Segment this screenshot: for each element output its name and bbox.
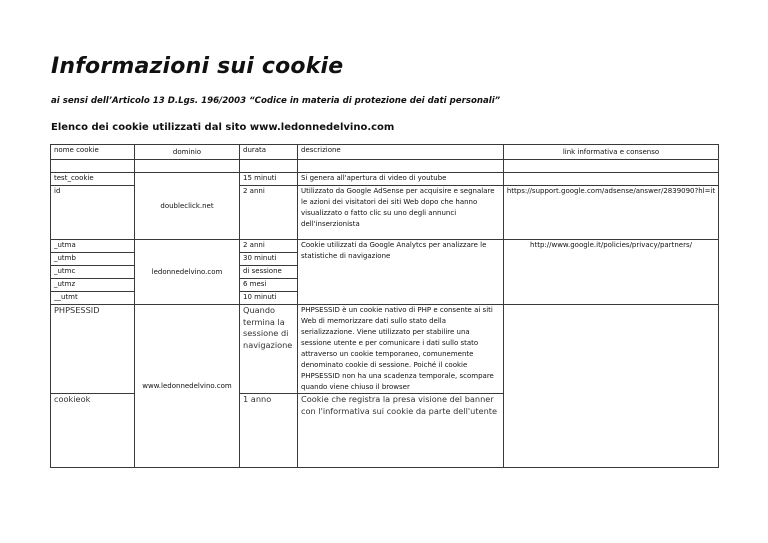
cookie-name: _utmb [51,253,135,266]
page-title: Informazioni sui cookie [51,54,344,79]
cookie-description: Cookie che registra la presa visione del banner con l'informativa sui cookie da parte dell'utente [298,394,504,468]
cookie-name: __utmt [51,292,135,305]
cookie-duration: di sessione [240,266,298,279]
cookie-list-heading: Elenco dei cookie utilizzati dal sito www.ledonnedelvino.com [51,122,395,133]
cookie-domain: doubleclick.net [135,173,240,240]
cookie-duration: 30 minuti [240,253,298,266]
cookie-duration: 1 anno [240,394,298,468]
cookie-description: Utilizzato da Google AdSense per acquisire e segnalare le azioni dei visitatori dei siti Web dopo che hanno visualizzato o fatto clic su uno degli annunci dell'inserzionista [298,186,504,240]
cell-empty [240,160,298,173]
cookie-duration: 2 anni [240,186,298,240]
table-row [51,240,719,253]
cell-empty [298,160,504,173]
cookie-domain: www.ledonnedelvino.com [135,305,240,468]
header-name: nome cookie [51,145,135,160]
table-header-row [51,145,719,160]
cookie-duration: 10 minuti [240,292,298,305]
cookie-description: Si genera all'apertura di video di youtube [298,173,504,186]
cookie-table [50,144,719,468]
cookie-duration: 6 mesi [240,279,298,292]
cookie-name: _utmc [51,266,135,279]
header-duration: durata [240,145,298,160]
cookie-name: PHPSESSID [51,305,135,394]
table-row-empty [51,160,719,173]
header-link: link informativa e consenso [504,145,719,160]
cell-empty [51,160,135,173]
table-row [51,173,719,186]
header-description: descrizione [298,145,504,160]
cookie-description: PHPSESSID è un cookie nativo di PHP e consente ai siti Web di memorizzare dati sullo stato della serializzazione. Viene utilizzato per stabilire una sessione utente e per comunicare i dati sullo stato attraverso un cookie temporaneo, comunemente denominato cookie di sessione. Poiché il cookie PHPSESSID non ha una scadenza temporale, scompare quando viene chiuso il browser [298,305,504,394]
cookie-duration: Quando termina la sessione di navigazione [240,305,298,394]
legal-reference: ai sensi dell’Articolo 13 D.Lgs. 196/2003 “Codice in materia di protezione dei dati personali” [51,96,501,106]
header-domain: dominio [135,145,240,160]
cell-empty [504,160,719,173]
cookie-domain: ledonnedelvino.com [135,240,240,305]
cell-empty [135,160,240,173]
cookie-name: cookieok [51,394,135,468]
cookie-duration: 2 anni [240,240,298,253]
cookie-consent-link[interactable]: http://www.google.it/policies/privacy/partners/ [504,240,719,305]
cookie-consent-link[interactable]: https://support.google.com/adsense/answer/2839090?hl=it [504,186,719,240]
cookie-name: _utmz [51,279,135,292]
cell-empty [504,305,719,468]
cookie-name: id [51,186,135,240]
cookie-description: Cookie utilizzati da Google Analytcs per analizzare le statistiche di navigazione [298,240,504,305]
table-row [51,305,719,394]
cookie-name: _utma [51,240,135,253]
cookie-duration: 15 minuti [240,173,298,186]
cell-empty [504,173,719,186]
cookie-name: test_cookie [51,173,135,186]
